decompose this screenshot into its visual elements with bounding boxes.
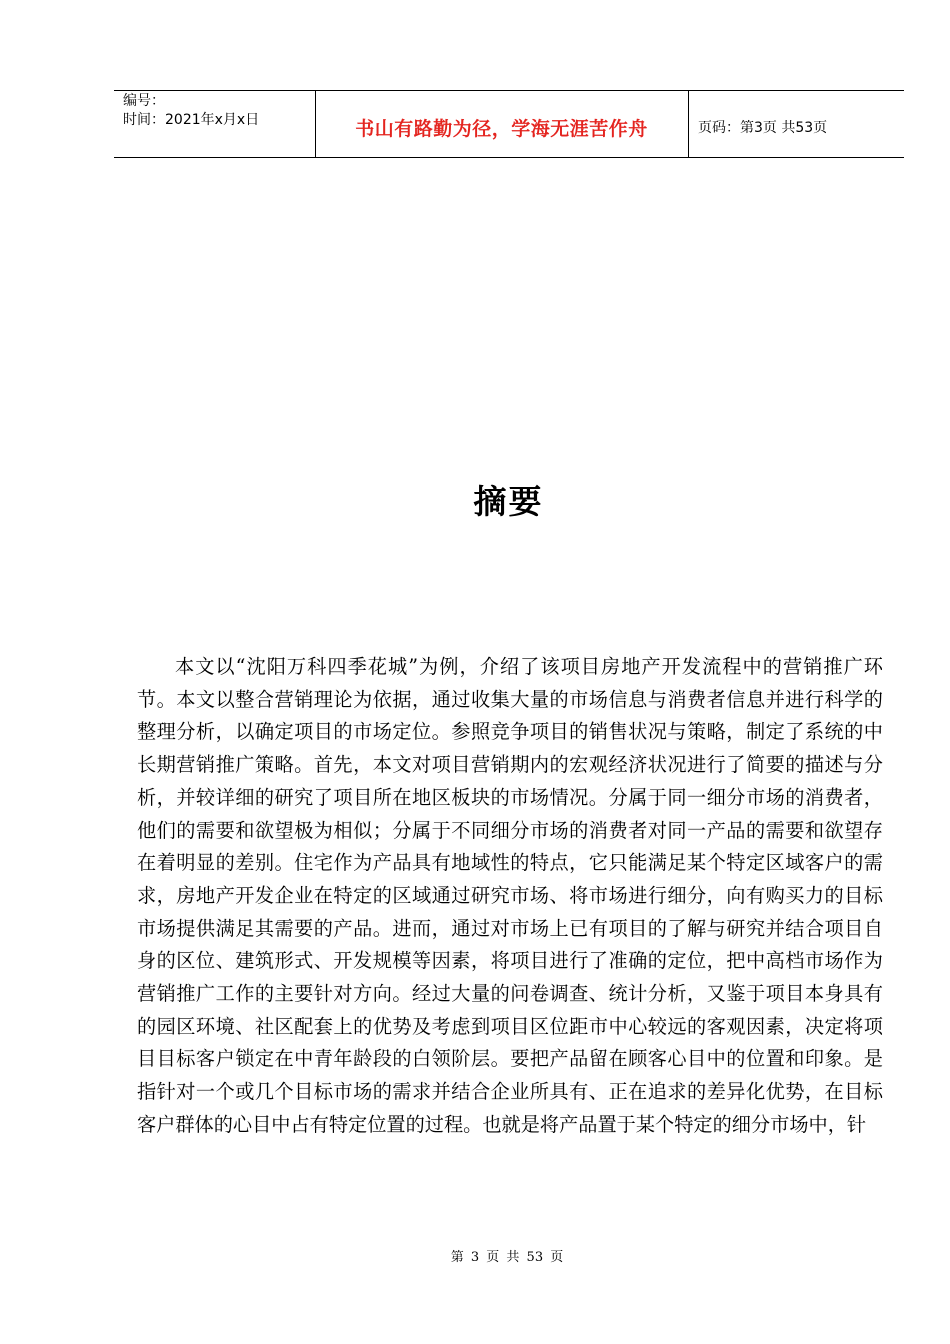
header-motto: 书山有路勤为径，学海无涯苦作舟 xyxy=(355,118,648,140)
header-top-rule xyxy=(114,90,904,91)
abstract-paragraph: 本文以“沈阳万科四季花城”为例，介绍了该项目房地产开发流程中的营销推广环节。本文以整合营销理论为依据，通过收集大量的市场信息与消费者信息并进行科学的整理分析，以确定项目的市场定位。参照竞争项目的销售状况与策略，制定了系统的中长期营销推广策略。首先，本文对项目营销期内的宏观经济状况进行了简要的描述与分析，并较详细的研究了项目所在地区板块的市场情况。分属于同一细分市场的消费者，他们的需要和欲望极为相似；分属于不同细分市场的消费者对同一产品的需要和欲望存在着明显的差别。住宅作为产品具有地域性的特点，它只能满足某个特定区域客户的需求，房地产开发企业在特定的区域通过研究市场、将市场进行细分，向有购买力的目标市场提供满足其需要的产品。进而，通过对市场上已有项目的了解与研究并结合项目自身的区位、建筑形式、开发规模等因素，将项目进行了准确的定位，把中高档市场作为营销推广工作的主要针对方向。经过大量的问卷调查、统计分析，又鉴于项目本身具有的园区环境、社区配套上的优势及考虑到项目区位距市中心较远的客观因素，决定将项目目标客户锁定在中青年龄段的白领阶层。要把产品留在顾客心目中的位置和印象。是指针对一个或几个目标市场的需求并结合企业所具有、正在追求的差异化优势，在目标客户群体的心目中占有特定位置的过程。也就是将产品置于某个特定的细分市场中，针 xyxy=(137,655,883,1136)
document-number-label: 编号： xyxy=(123,93,165,109)
document-time-label: 时间：2021年x月x日 xyxy=(123,112,260,128)
page-footer: 第 3 页 共 53 页 xyxy=(450,1250,564,1265)
header-divider-right xyxy=(688,90,689,158)
header-bottom-rule xyxy=(114,157,904,158)
header-info-cell xyxy=(123,92,259,130)
header-page-info: 页码：第3页 共53页 xyxy=(698,120,828,136)
page-title: 摘要 xyxy=(473,482,544,521)
header-table xyxy=(114,90,904,158)
